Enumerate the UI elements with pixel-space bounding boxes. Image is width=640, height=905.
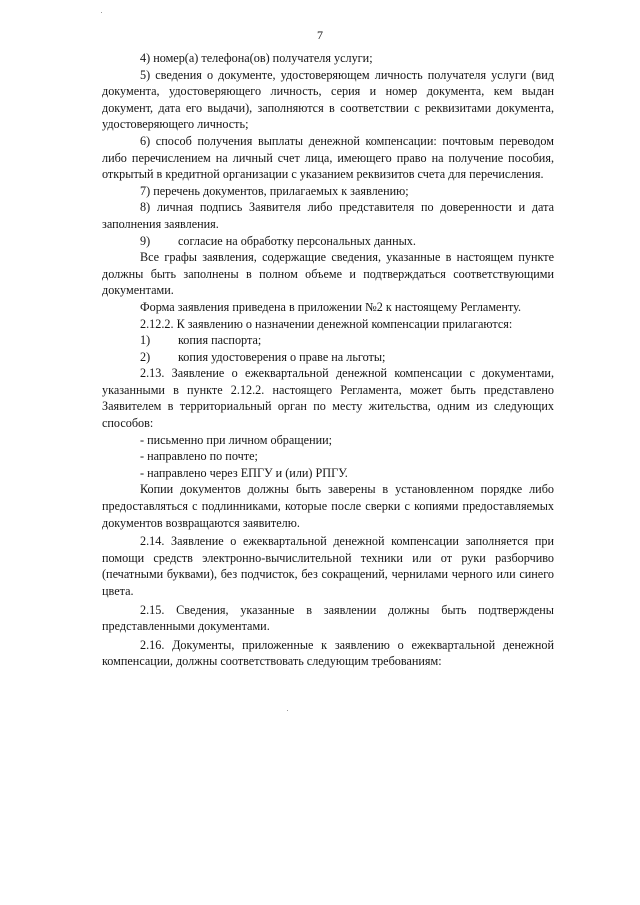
paragraph-item-9 — [102, 233, 554, 250]
paragraph-2-16: 2.16. Документы, приложенные к заявлению о ежеквартальной денежной компенсации, должны соответствовать следующим требованиям: — [102, 637, 554, 669]
document-body — [102, 50, 554, 670]
paragraph-2-13: 2.13. Заявление о ежеквартальной денежной компенсации с документами, указанными в пункте 2.12.2. настоящего Регламента, может быть представлено Заявителем в территориальный орган по месту жительства, одним из следующих способов: — [102, 366, 554, 431]
attachment-item-2 — [102, 349, 554, 366]
paragraph-item-7: 7) перечень документов, прилагаемых к заявлению; — [140, 183, 409, 198]
paragraph-2-15: 2.15. Сведения, указанные в заявлении должны быть подтверждены представленными документами. — [102, 602, 554, 634]
paragraph-item-5: 5) сведения о документе, удостоверяющем личность получателя услуги (вид документа, удостоверяющего личность, серия и номер документа, кем выдан документ, дата его выдачи), заполняются в соответствии с реквизитами документа, удостоверяющего личность; — [102, 67, 554, 132]
list-text: копия паспорта; — [178, 333, 262, 348]
list-text: согласие на обработку персональных данных. — [178, 233, 416, 248]
method-item-in-person: - письменно при личном обращении; — [140, 432, 333, 447]
list-number: 1) — [140, 333, 151, 348]
list-number: 9) — [140, 233, 151, 248]
scan-speck — [101, 12, 102, 13]
paragraph-item-8: 8) личная подпись Заявителя либо представителя по доверенности и дата заполнения заявления. — [102, 200, 554, 231]
paragraph-2-12-2: 2.12.2. К заявлению о назначении денежной компенсации прилагаются: — [140, 316, 513, 331]
scan-speck — [287, 710, 288, 711]
attachment-item-1 — [102, 332, 554, 349]
paragraph-item-6: 6) способ получения выплаты денежной компенсации: почтовым переводом либо перечислением на личный счет лица, имеющего право на получение пособия, открытый в кредитной организации с указанием реквизитов счета для перечисления. — [102, 133, 554, 182]
method-item-portal: - направлено через ЕПГУ и (или) РПГУ. — [140, 465, 348, 480]
list-number: 2) — [140, 349, 151, 364]
page-number: 7 — [317, 28, 323, 42]
paragraph-item-4: 4) номер(а) телефона(ов) получателя услуги; — [140, 51, 373, 65]
paragraph-2-14: 2.14. Заявление о ежеквартальной денежной компенсации заполняется при помощи средств электронно-вычислительной техники или от руки разборчиво (печатными буквами), без подчисток, без сокращений, чернилами черного или синего цвета. — [102, 534, 554, 598]
paragraph-form-reference: Форма заявления приведена в приложении №2 к настоящему Регламенту. — [140, 299, 522, 314]
paragraph-copies: Копии документов должны быть заверены в установленном порядке либо предоставляться с подлинниками, которые после сверки с копиями предоставляемых документов возвращаются заявителю. — [102, 482, 554, 530]
method-item-post: - направлено по почте; — [140, 449, 258, 464]
paragraph-all-fields: Все графы заявления, содержащие сведения, указанные в настоящем пункте должны быть заполнены в полном объеме и подтверждаться соответствующими документами. — [102, 250, 554, 298]
list-text: копия удостоверения о праве на льготы; — [178, 349, 386, 364]
